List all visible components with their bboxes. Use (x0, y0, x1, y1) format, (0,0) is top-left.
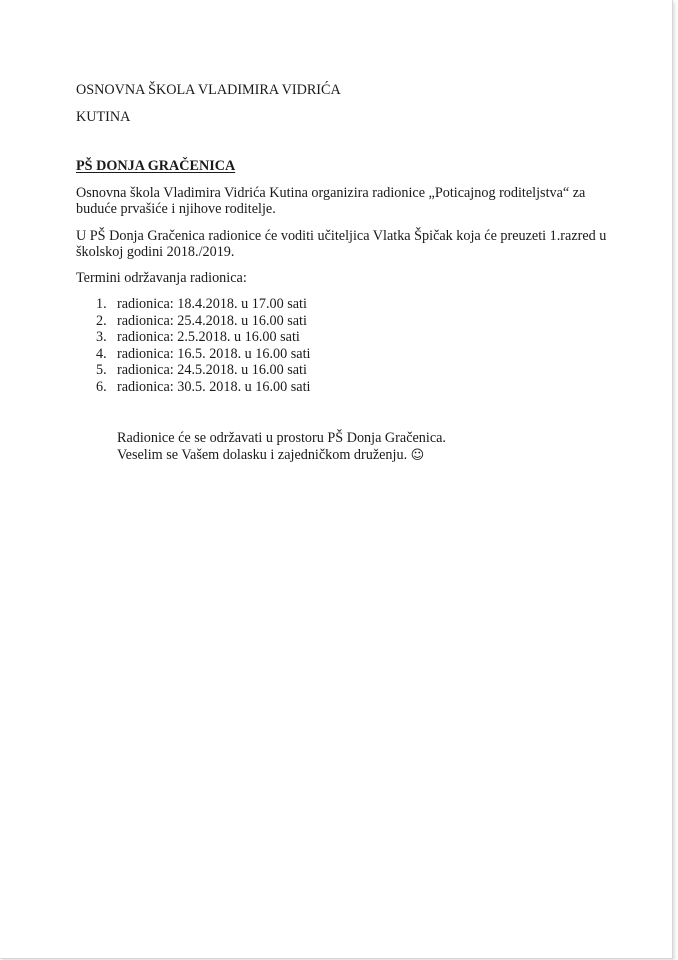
smiley-icon: ☺ (410, 448, 425, 463)
closing-line-1: Radionice će se održavati u prostoru PŠ Donja Gračenica. (117, 430, 446, 446)
school-city: KUTINA (76, 109, 131, 125)
list-item-text: radionica: 24.5.2018. u 16.00 sati (117, 362, 307, 379)
closing-line-2 (117, 447, 424, 464)
paragraph-intro-line-2: buduće prvašiće i njihove roditelje. (76, 201, 276, 217)
list-item-number: 3. (96, 329, 107, 346)
section-heading: PŠ DONJA GRAČENICA (76, 158, 236, 174)
school-name: OSNOVNA ŠKOLA VLADIMIRA VIDRIĆA (76, 82, 341, 98)
paragraph-teacher-line-1: U PŠ Donja Gračenica radionice će voditi učiteljica Vlatka Špičak koja će preuzeti 1.razred u (76, 228, 607, 244)
closing-line-2-text: Veselim se Vašem dolasku i zajedničkom druženju. (117, 447, 408, 463)
paragraph-intro-line-1: Osnovna škola Vladimira Vidrića Kutina organizira radionice „Poticajnog roditeljstva“ za (76, 185, 586, 201)
list-item-number: 5. (96, 362, 107, 379)
list-item-text: radionica: 16.5. 2018. u 16.00 sati (117, 345, 311, 362)
list-item-text: radionica: 25.4.2018. u 16.00 sati (117, 312, 307, 329)
schedule-label: Termini održavanja radionica: (76, 270, 247, 286)
list-item-text: radionica: 18.4.2018. u 17.00 sati (117, 296, 307, 312)
list-item-number: 1. (96, 296, 107, 312)
list-item-text: radionica: 30.5. 2018. u 16.00 sati (117, 378, 311, 395)
list-item-number: 6. (96, 378, 107, 395)
list-item-number: 4. (96, 345, 107, 362)
paragraph-teacher-line-2: školskoj godini 2018./2019. (76, 244, 235, 260)
list-item-number: 2. (96, 312, 107, 329)
list-item-text: radionica: 2.5.2018. u 16.00 sati (117, 329, 300, 346)
